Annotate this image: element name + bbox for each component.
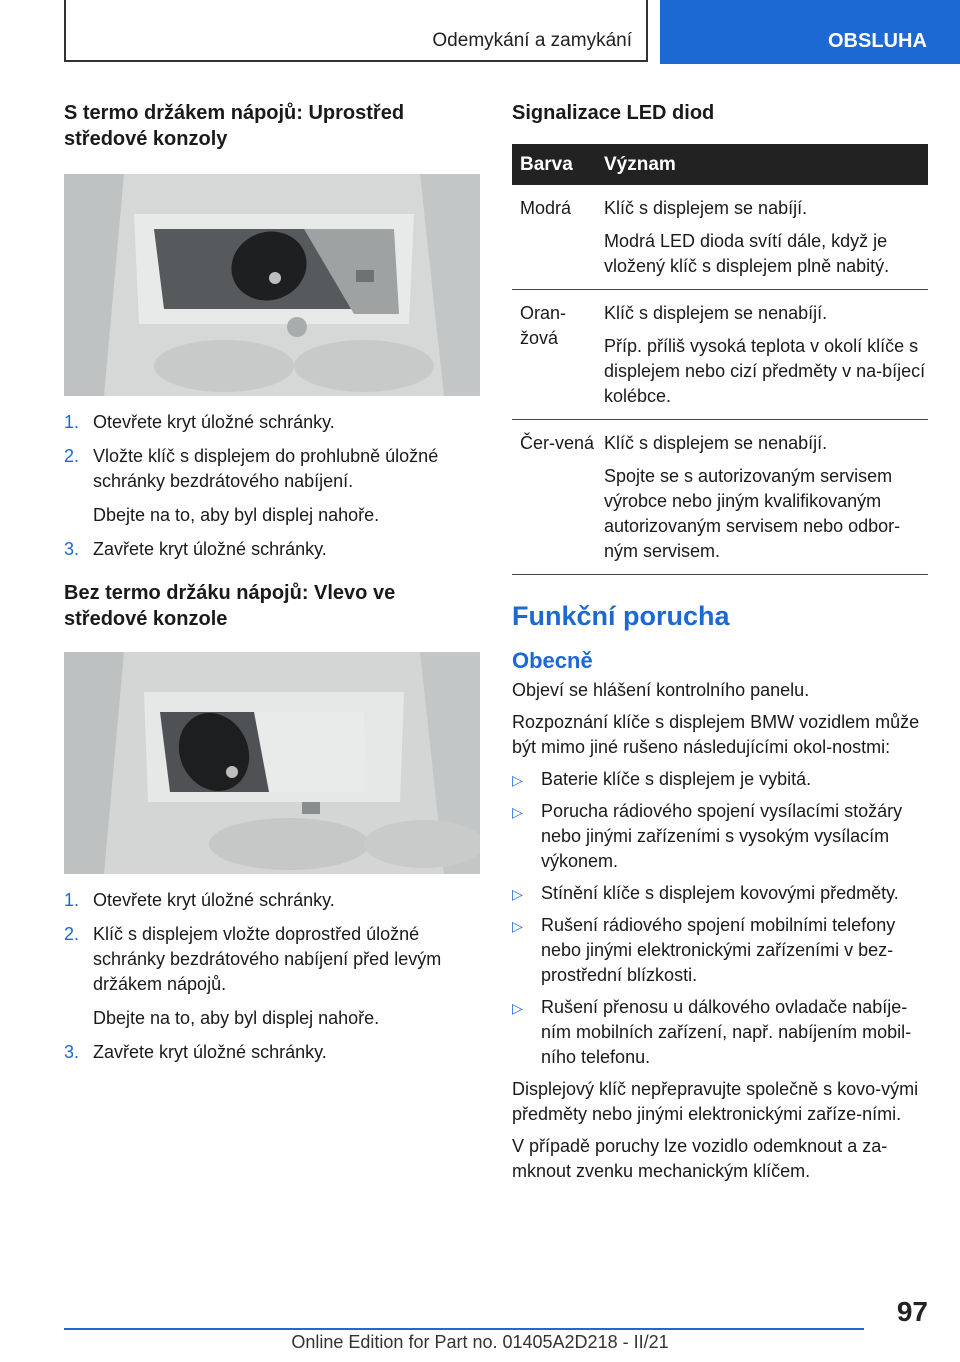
table-header-color: Barva	[512, 144, 596, 185]
fault-heading: Funkční porucha	[512, 601, 730, 631]
list-item: 2. Klíč s displejem vložte doprostřed úložné schránky bezdrátového nabíjení před levým držákem nápojů. Dbejte na to, aby byl displej nahoře.	[64, 922, 480, 1031]
led-heading: Signalizace LED diod	[512, 102, 715, 124]
section1-heading: S termo držákem nápojů: Uprostřed středové konzoly	[64, 102, 405, 150]
paragraph: Objeví se hlášení kontrolního panelu.	[512, 680, 810, 700]
console-figure-1	[64, 174, 480, 396]
list-item: ▷ Porucha rádiového spojení vysílacími stožáry nebo jinými zařízeními s vysokým vysílacím výkonem.	[512, 801, 903, 871]
console-figure-2	[64, 652, 480, 874]
led-color: Modrá	[512, 185, 596, 290]
list-item: 1. Otevřete kryt úložné schránky.	[64, 412, 335, 432]
paragraph: Displejový klíč nepřepravujte společně s kovo-vými předměty nebo jinými elektronickými zaříze-ními.	[512, 1079, 919, 1124]
led-color: Oran-žová	[512, 290, 596, 420]
general-heading: Obecně	[512, 648, 593, 673]
step-note: Dbejte na to, aby byl displej nahoře.	[93, 505, 380, 525]
list-item: 3. Zavřete kryt úložné schránky.	[64, 1042, 327, 1062]
triangle-bullet-icon: ▷	[512, 804, 523, 820]
list-item: 3. Zavřete kryt úložné schránky.	[64, 539, 327, 559]
triangle-bullet-icon: ▷	[512, 1000, 523, 1016]
triangle-bullet-icon: ▷	[512, 886, 523, 902]
list-item: ▷ Stínění klíče s displejem kovovými předměty.	[512, 881, 928, 906]
list-item: ▷ Rušení rádiového spojení mobilními telefony nebo jinými elektronickými zařízeními v bez-prostřední blízkosti.	[512, 915, 896, 985]
section1-steps	[64, 410, 480, 562]
led-detail: Příp. příliš vysoká teplota v okolí klíče s displejem nebo cizí předměty v na-bíjecí kolébce.	[604, 336, 926, 406]
step-note: Dbejte na to, aby byl displej nahoře.	[93, 1008, 380, 1028]
center-console-without-cupholder-illustration	[64, 652, 480, 874]
led-color: Čer-vená	[512, 420, 596, 575]
footer-divider	[64, 1328, 864, 1330]
led-signal-table	[512, 144, 928, 575]
led-detail: Spojte se s autorizovaným servisem výrobce nebo jiným kvalifikovaným autorizovaným servisem nebo odbor-ným servisem.	[604, 466, 901, 561]
table-row	[512, 185, 928, 290]
tab-obsluha[interactable]: OBSLUHA	[660, 0, 960, 64]
led-detail: Modrá LED dioda svítí dále, když je vložený klíč s displejem plně nabitý.	[604, 231, 890, 276]
section2-steps	[64, 888, 480, 1065]
section2-heading: Bez termo držáku nápojů: Vlevo ve středové konzole	[64, 582, 396, 630]
fault-causes-list	[512, 767, 928, 1070]
list-item: 1. Otevřete kryt úložné schránky.	[64, 890, 335, 910]
edition-footer: Online Edition for Part no. 01405A2D218 - II/21	[291, 1332, 669, 1352]
left-column	[64, 100, 480, 1074]
right-column	[512, 100, 928, 1191]
table-row	[512, 420, 928, 575]
table-row	[512, 290, 928, 420]
list-item: ▷ Baterie klíče s displejem je vybitá.	[512, 767, 928, 792]
led-meaning: Klíč s displejem se nenabíjí.	[604, 303, 828, 323]
list-item: ▷ Rušení přenosu u dálkového ovladače nabíje-ním mobilních zařízení, např. nabíjením mobil-ního telefonu.	[512, 997, 912, 1067]
paragraph: Rozpoznání klíče s displejem BMW vozidlem může být mimo jiné rušeno následujícími okol-nostmi:	[512, 712, 920, 757]
section-title: Odemykání a zamykání	[432, 30, 632, 51]
page-number: 97	[896, 1296, 928, 1327]
center-console-with-cupholder-illustration	[64, 174, 480, 396]
led-meaning: Klíč s displejem se nenabíjí.	[604, 433, 828, 453]
header-bar	[64, 0, 648, 62]
table-header-meaning: Význam	[596, 144, 928, 185]
list-item: 2. Vložte klíč s displejem do prohlubně úložné schránky bezdrátového nabíjení. Dbejte na to, aby byl displej nahoře.	[64, 444, 480, 528]
paragraph: V případě poruchy lze vozidlo odemknout a za-mknout zvenku mechanickým klíčem.	[512, 1136, 888, 1181]
led-meaning: Klíč s displejem se nabíjí.	[604, 198, 808, 218]
triangle-bullet-icon: ▷	[512, 772, 523, 788]
triangle-bullet-icon: ▷	[512, 918, 523, 934]
